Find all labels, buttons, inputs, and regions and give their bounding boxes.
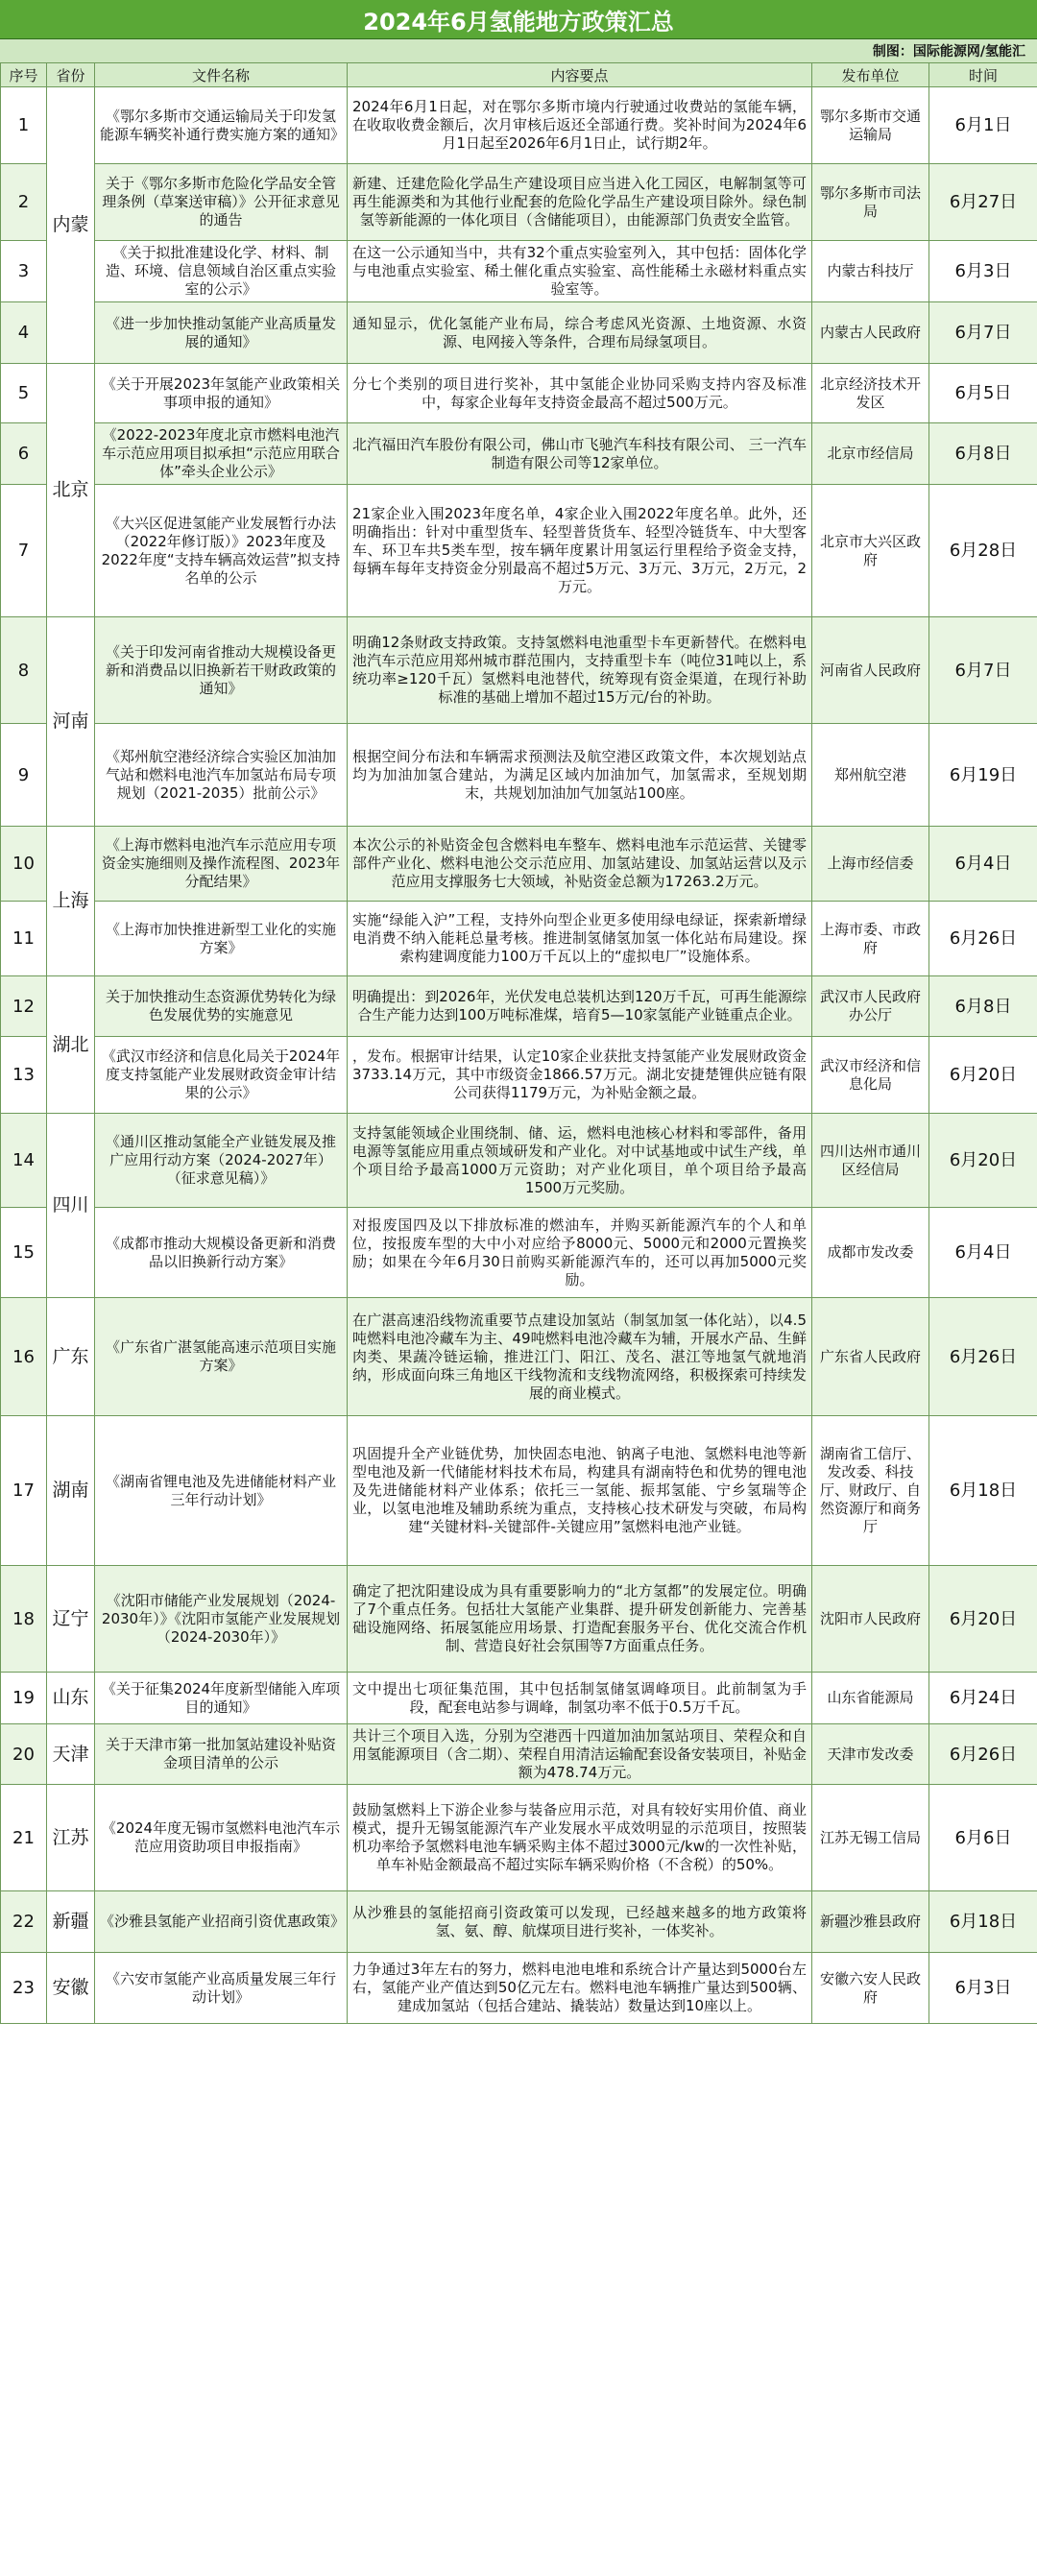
publisher: 武汉市人民政府办公厅: [812, 976, 929, 1037]
row-number: 7: [1, 485, 47, 617]
table-row: [1, 1114, 1037, 1208]
row-number: 20: [1, 1724, 47, 1785]
row-number: 13: [1, 1037, 47, 1114]
publisher: 成都市发改委: [812, 1208, 929, 1298]
publish-date: 6月20日: [929, 1037, 1037, 1114]
content-summary: 共计三个项目入选，分别为空港西十四道加油加氢站项目、荣程众和自用氢能源项目（含二期）、荣程自用清洁运输配套设备安装项目，补贴金额为478.74万元。: [348, 1724, 812, 1785]
row-number: 2: [1, 164, 47, 241]
file-name: 《沈阳市储能产业发展规划（2024-2030年）》《沈阳市氢能产业发展规划（2024-2030年）》: [95, 1566, 348, 1673]
row-number: 3: [1, 241, 47, 302]
page-title: 2024年6月氢能地方政策汇总: [0, 0, 1037, 39]
table-row: [1, 241, 1037, 302]
publish-date: 6月1日: [929, 87, 1037, 164]
province-cell: 天津: [47, 1724, 95, 1785]
row-number: 5: [1, 364, 47, 423]
province-cell: 湖北: [47, 976, 95, 1114]
row-number: 17: [1, 1416, 47, 1566]
table-row: [1, 423, 1037, 485]
publish-date: 6月3日: [929, 1953, 1037, 2024]
publisher: 湖南省工信厅、发改委、科技厅、财政厅、自然资源厅和商务厅: [812, 1416, 929, 1566]
file-name: 《进一步加快推动氢能产业高质量发展的通知》: [95, 302, 348, 364]
file-name: 《湖南省锂电池及先进储能材料产业三年行动计划》: [95, 1416, 348, 1566]
province-cell: 内蒙: [47, 87, 95, 364]
file-name: 《广东省广湛氢能高速示范项目实施方案》: [95, 1298, 348, 1416]
content-summary: 支持氢能领域企业围绕制、储、运，燃料电池核心材料和零部件，备用电源等氢能应用重点领域研发和产业化。对中试基地或中试生产线，单个项目给予最高1000万元资助；对产业化项目，单个项目给予最高1500万元奖励。: [348, 1114, 812, 1208]
content-summary: 分七个类别的项目进行奖补，其中氢能企业协同采购支持内容及标准中，每家企业每年支持资金最高不超过500万元。: [348, 364, 812, 423]
file-name: 《成都市推动大规模设备更新和消费品以旧换新行动方案》: [95, 1208, 348, 1298]
publish-date: 6月18日: [929, 1891, 1037, 1953]
publish-date: 6月3日: [929, 241, 1037, 302]
file-name: 《上海市燃料电池汽车示范应用专项资金实施细则及操作流程图、2023年分配结果》: [95, 827, 348, 902]
header-no: 序号: [1, 63, 47, 87]
row-number: 22: [1, 1891, 47, 1953]
publish-date: 6月4日: [929, 1208, 1037, 1298]
row-number: 16: [1, 1298, 47, 1416]
content-summary: 实施“绿能入沪”工程，支持外向型企业更多使用绿电绿证，探索新增绿电消费不纳入能耗总量考核。推进制氢储氢加氢一体化站布局建设。探索构建调度能力100万千瓦以上的“虚拟电厂”设施体系。: [348, 902, 812, 976]
publisher: 山东省能源局: [812, 1673, 929, 1724]
table-row: [1, 617, 1037, 724]
file-name: 《六安市氢能产业高质量发展三年行动计划》: [95, 1953, 348, 2024]
publish-date: 6月5日: [929, 364, 1037, 423]
publisher: 河南省人民政府: [812, 617, 929, 724]
file-name: 《鄂尔多斯市交通运输局关于印发氢能源车辆奖补通行费实施方案的通知》: [95, 87, 348, 164]
content-summary: 力争通过3年左右的努力，燃料电池电堆和系统合计产量达到5000台左右，氢能产业产值达到50亿元左右。燃料电池车辆推广量达到500辆、建成加氢站（包括合建站、撬装站）数量达到10座以上。: [348, 1953, 812, 2024]
publish-date: 6月20日: [929, 1114, 1037, 1208]
province-cell: 上海: [47, 827, 95, 976]
content-summary: 鼓励氢燃料上下游企业参与装备应用示范，对具有较好实用价值、商业模式，提升无锡氢能源汽车产业发展水平成效明显的示范项目，按照装机功率给予氢燃料电池车辆采购主体不超过3000元/kw的一次性补贴，单车补贴金额最高不超过实际车辆采购价格（不含税）的50%。: [348, 1785, 812, 1891]
file-name: 《关于征集2024年度新型储能入库项目的通知》: [95, 1673, 348, 1724]
header-file-name: 文件名称: [95, 63, 348, 87]
publisher: 北京市经信局: [812, 423, 929, 485]
table-row: [1, 1037, 1037, 1114]
table-row: [1, 724, 1037, 827]
row-number: 6: [1, 423, 47, 485]
publish-date: 6月24日: [929, 1673, 1037, 1724]
content-summary: 从沙雅县的氢能招商引资政策可以发现，已经越来越多的地方政策将氢、氨、醇、航煤项目进行奖补，一体奖补。: [348, 1891, 812, 1953]
province-cell: 安徽: [47, 1953, 95, 2024]
file-name: 《上海市加快推进新型工业化的实施方案》: [95, 902, 348, 976]
header-province: 省份: [47, 63, 95, 87]
publisher: 四川达州市通川区经信局: [812, 1114, 929, 1208]
file-name: 《关于拟批准建设化学、材料、制造、环境、信息领域自治区重点实验室的公示》: [95, 241, 348, 302]
row-number: 15: [1, 1208, 47, 1298]
content-summary: 本次公示的补贴资金包含燃料电车整车、燃料电池车示范运营、关键零部件产业化、燃料电池公交示范应用、加氢站建设、加氢站运营以及示范应用支撑服务七大领域，补贴资金总额为17263.2万元。: [348, 827, 812, 902]
table-row: [1, 1208, 1037, 1298]
publisher: 鄂尔多斯市交通运输局: [812, 87, 929, 164]
file-name: 《通川区推动氢能全产业链发展及推广应用行动方案（2024-2027年）（征求意见稿）》: [95, 1114, 348, 1208]
publish-date: 6月7日: [929, 302, 1037, 364]
table-header-row: [1, 63, 1037, 87]
content-summary: 确定了把沈阳建设成为具有重要影响力的“北方氢都”的发展定位。明确了7个重点任务。包括壮大氢能产业集群、提升研发创新能力、完善基础设施网络、拓展氢能应用场景、打造配套服务平台、优化交流合作机制、营造良好社会氛围等7方面重点任务。: [348, 1566, 812, 1673]
publish-date: 6月20日: [929, 1566, 1037, 1673]
credit-line: 制图：国际能源网/氢能汇: [0, 39, 1037, 62]
table-row: [1, 302, 1037, 364]
publisher: 北京市大兴区政府: [812, 485, 929, 617]
table-row: [1, 1724, 1037, 1785]
table-row: [1, 1785, 1037, 1891]
publish-date: 6月4日: [929, 827, 1037, 902]
table-row: [1, 1891, 1037, 1953]
table-row: [1, 902, 1037, 976]
province-cell: 新疆: [47, 1891, 95, 1953]
row-number: 19: [1, 1673, 47, 1724]
publish-date: 6月28日: [929, 485, 1037, 617]
table-row: [1, 87, 1037, 164]
publish-date: 6月7日: [929, 617, 1037, 724]
row-number: 18: [1, 1566, 47, 1673]
publish-date: 6月19日: [929, 724, 1037, 827]
content-summary: 21家企业入围2023年度名单，4家企业入围2022年度名单。此外，还明确指出：针对中重型货车、轻型普货货车、轻型冷链货车、中大型客车、环卫车共5类车型，按车辆年度累计用氢运行里程给予资金支持，每辆车每年支持资金分别最高不超过5万元、3万元、3万元，2万元，2万元。: [348, 485, 812, 617]
header-date: 时间: [929, 63, 1037, 87]
table-row: [1, 1566, 1037, 1673]
file-name: 《沙雅县氢能产业招商引资优惠政策》: [95, 1891, 348, 1953]
table-row: [1, 164, 1037, 241]
content-summary: 北汽福田汽车股份有限公司，佛山市飞驰汽车科技有限公司、 三一汽车制造有限公司等12家单位。: [348, 423, 812, 485]
content-summary: 巩固提升全产业链优势，加快固态电池、钠离子电池、氢燃料电池等新型电池及新一代储能材料技术布局，构建具有湖南特色和优势的锂电池及先进储能材料产业体系；依托三一氢能、振邦氢能、宁乡氢瑞等企业，以氢电池堆及辅助系统为重点，支持核心技术研发与突破，布局构建“关键材料-关键部件-关键应用”氢燃料电池产业链。: [348, 1416, 812, 1566]
publish-date: 6月26日: [929, 1298, 1037, 1416]
file-name: 关于《鄂尔多斯市危险化学品安全管理条例（草案送审稿）》公开征求意见的通告: [95, 164, 348, 241]
publisher: 内蒙古人民政府: [812, 302, 929, 364]
row-number: 8: [1, 617, 47, 724]
province-cell: 山东: [47, 1673, 95, 1724]
content-summary: 明确12条财政支持政策。支持氢燃料电池重型卡车更新替代。在燃料电池汽车示范应用郑州城市群范围内，支持重型卡车（吨位31吨以上，系统功率≥120千瓦）氢燃料电池替代，统筹现有资金渠道，在现行补助标准的基础上增加不超过15万元/台的补助。: [348, 617, 812, 724]
province-cell: 四川: [47, 1114, 95, 1298]
publisher: 郑州航空港: [812, 724, 929, 827]
file-name: 关于天津市第一批加氢站建设补贴资金项目清单的公示: [95, 1724, 348, 1785]
header-publisher: 发布单位: [812, 63, 929, 87]
publisher: 鄂尔多斯市司法局: [812, 164, 929, 241]
table-row: [1, 1416, 1037, 1566]
row-number: 11: [1, 902, 47, 976]
province-cell: 河南: [47, 617, 95, 827]
row-number: 12: [1, 976, 47, 1037]
province-cell: 辽宁: [47, 1566, 95, 1673]
publisher: 武汉市经济和信息化局: [812, 1037, 929, 1114]
publisher: 新疆沙雅县政府: [812, 1891, 929, 1953]
content-summary: ，发布。根据审计结果，认定10家企业获批支持氢能产业发展财政资金3733.14万元，其中市级资金1866.57万元。湖北安捷楚锂供应链有限公司获得1179万元，为补贴金额之最。: [348, 1037, 812, 1114]
content-summary: 对报废国四及以下排放标准的燃油车，并购买新能源汽车的个人和单位，按报废车型的大中小对应给予8000元、5000元和2000元置换奖励；如果在今年6月30日前购买新能源汽车的，还可以再加5000元奖励。: [348, 1208, 812, 1298]
province-cell: 北京: [47, 364, 95, 617]
table-row: [1, 1298, 1037, 1416]
publisher: 内蒙古科技厅: [812, 241, 929, 302]
row-number: 21: [1, 1785, 47, 1891]
content-summary: 新建、迁建危险化学品生产建设项目应当进入化工园区，电解制氢等可再生能源类和为其他行业配套的危险化学品生产建设项目除外。绿色制氢等新能源的一体化项目（含储能项目），由能源部门负责安全监管。: [348, 164, 812, 241]
publish-date: 6月6日: [929, 1785, 1037, 1891]
row-number: 9: [1, 724, 47, 827]
publisher: 沈阳市人民政府: [812, 1566, 929, 1673]
content-summary: 在这一公示通知当中，共有32个重点实验室列入，其中包括：固体化学与电池重点实验室、稀土催化重点实验室、高性能稀土永磁材料重点实验室等。: [348, 241, 812, 302]
province-cell: 广东: [47, 1298, 95, 1416]
file-name: 《郑州航空港经济综合实验区加油加气站和燃料电池汽车加氢站布局专项规划（2021-2035）批前公示》: [95, 724, 348, 827]
row-number: 4: [1, 302, 47, 364]
file-name: 《2022-2023年度北京市燃料电池汽车示范应用项目拟承担“示范应用联合体”牵头企业公示》: [95, 423, 348, 485]
content-summary: 在广湛高速沿线物流重要节点建设加氢站（制氢加氢一体化站），以4.5吨燃料电池冷藏车为主、49吨燃料电池冷藏车为辅，开展水产品、生鲜肉类、果蔬冷链运输，推进江门、阳江、茂名、湛江等地氢气就地消纳，形成面向珠三角地区干线物流和支线物流网络，积极探索可持续发展的商业模式。: [348, 1298, 812, 1416]
publisher: 上海市委、市政府: [812, 902, 929, 976]
publisher: 广东省人民政府: [812, 1298, 929, 1416]
row-number: 23: [1, 1953, 47, 2024]
table-body: [1, 87, 1037, 2024]
table-row: [1, 485, 1037, 617]
header-content: 内容要点: [348, 63, 812, 87]
file-name: 《大兴区促进氢能产业发展暂行办法（2022年修订版）》2023年度及2022年度“支持车辆高效运营”拟支持名单的公示: [95, 485, 348, 617]
publisher: 天津市发改委: [812, 1724, 929, 1785]
table-row: [1, 976, 1037, 1037]
row-number: 1: [1, 87, 47, 164]
publish-date: 6月8日: [929, 976, 1037, 1037]
publisher: 江苏无锡工信局: [812, 1785, 929, 1891]
province-cell: 湖南: [47, 1416, 95, 1566]
content-summary: 文中提出七项征集范围，其中包括制氢储氢调峰项目。此前制氢为手段，配套电站参与调峰，制氢功率不低于0.5万千瓦。: [348, 1673, 812, 1724]
content-summary: 根据空间分布法和车辆需求预测法及航空港区政策文件，本次规划站点均为加油加氢合建站，为满足区域内加油加气，加氢需求，至规划期末，共规划加油加气加氢站100座。: [348, 724, 812, 827]
publisher: 北京经济技术开发区: [812, 364, 929, 423]
content-summary: 2024年6月1日起，对在鄂尔多斯市境内行驶通过收费站的氢能车辆，在收取收费金额后，次月审核后返还全部通行费。奖补时间为2024年6月1日起至2026年6月1日止，试行期2年。: [348, 87, 812, 164]
file-name: 《武汉市经济和信息化局关于2024年度支持氢能产业发展财政资金审计结果的公示》: [95, 1037, 348, 1114]
file-name: 《关于开展2023年氢能产业政策相关事项申报的通知》: [95, 364, 348, 423]
table-row: [1, 364, 1037, 423]
publish-date: 6月27日: [929, 164, 1037, 241]
publisher: 安徽六安人民政府: [812, 1953, 929, 2024]
publish-date: 6月26日: [929, 1724, 1037, 1785]
publish-date: 6月18日: [929, 1416, 1037, 1566]
table-row: [1, 827, 1037, 902]
file-name: 《2024年度无锡市氢燃料电池汽车示范应用资助项目申报指南》: [95, 1785, 348, 1891]
publish-date: 6月26日: [929, 902, 1037, 976]
publish-date: 6月8日: [929, 423, 1037, 485]
province-cell: 江苏: [47, 1785, 95, 1891]
content-summary: 明确提出：到2026年，光伏发电总装机达到120万千瓦，可再生能源综合生产能力达到100万吨标准煤，培育5—10家氢能产业链重点企业。: [348, 976, 812, 1037]
file-name: 关于加快推动生态资源优势转化为绿色发展优势的实施意见: [95, 976, 348, 1037]
publisher: 上海市经信委: [812, 827, 929, 902]
table-row: [1, 1673, 1037, 1724]
row-number: 14: [1, 1114, 47, 1208]
policy-table: [0, 62, 1037, 2024]
content-summary: 通知显示，优化氢能产业布局，综合考虑风光资源、土地资源、水资源、电网接入等条件，合理布局绿氢项目。: [348, 302, 812, 364]
table-row: [1, 1953, 1037, 2024]
row-number: 10: [1, 827, 47, 902]
file-name: 《关于印发河南省推动大规模设备更新和消费品以旧换新若干财政政策的通知》: [95, 617, 348, 724]
